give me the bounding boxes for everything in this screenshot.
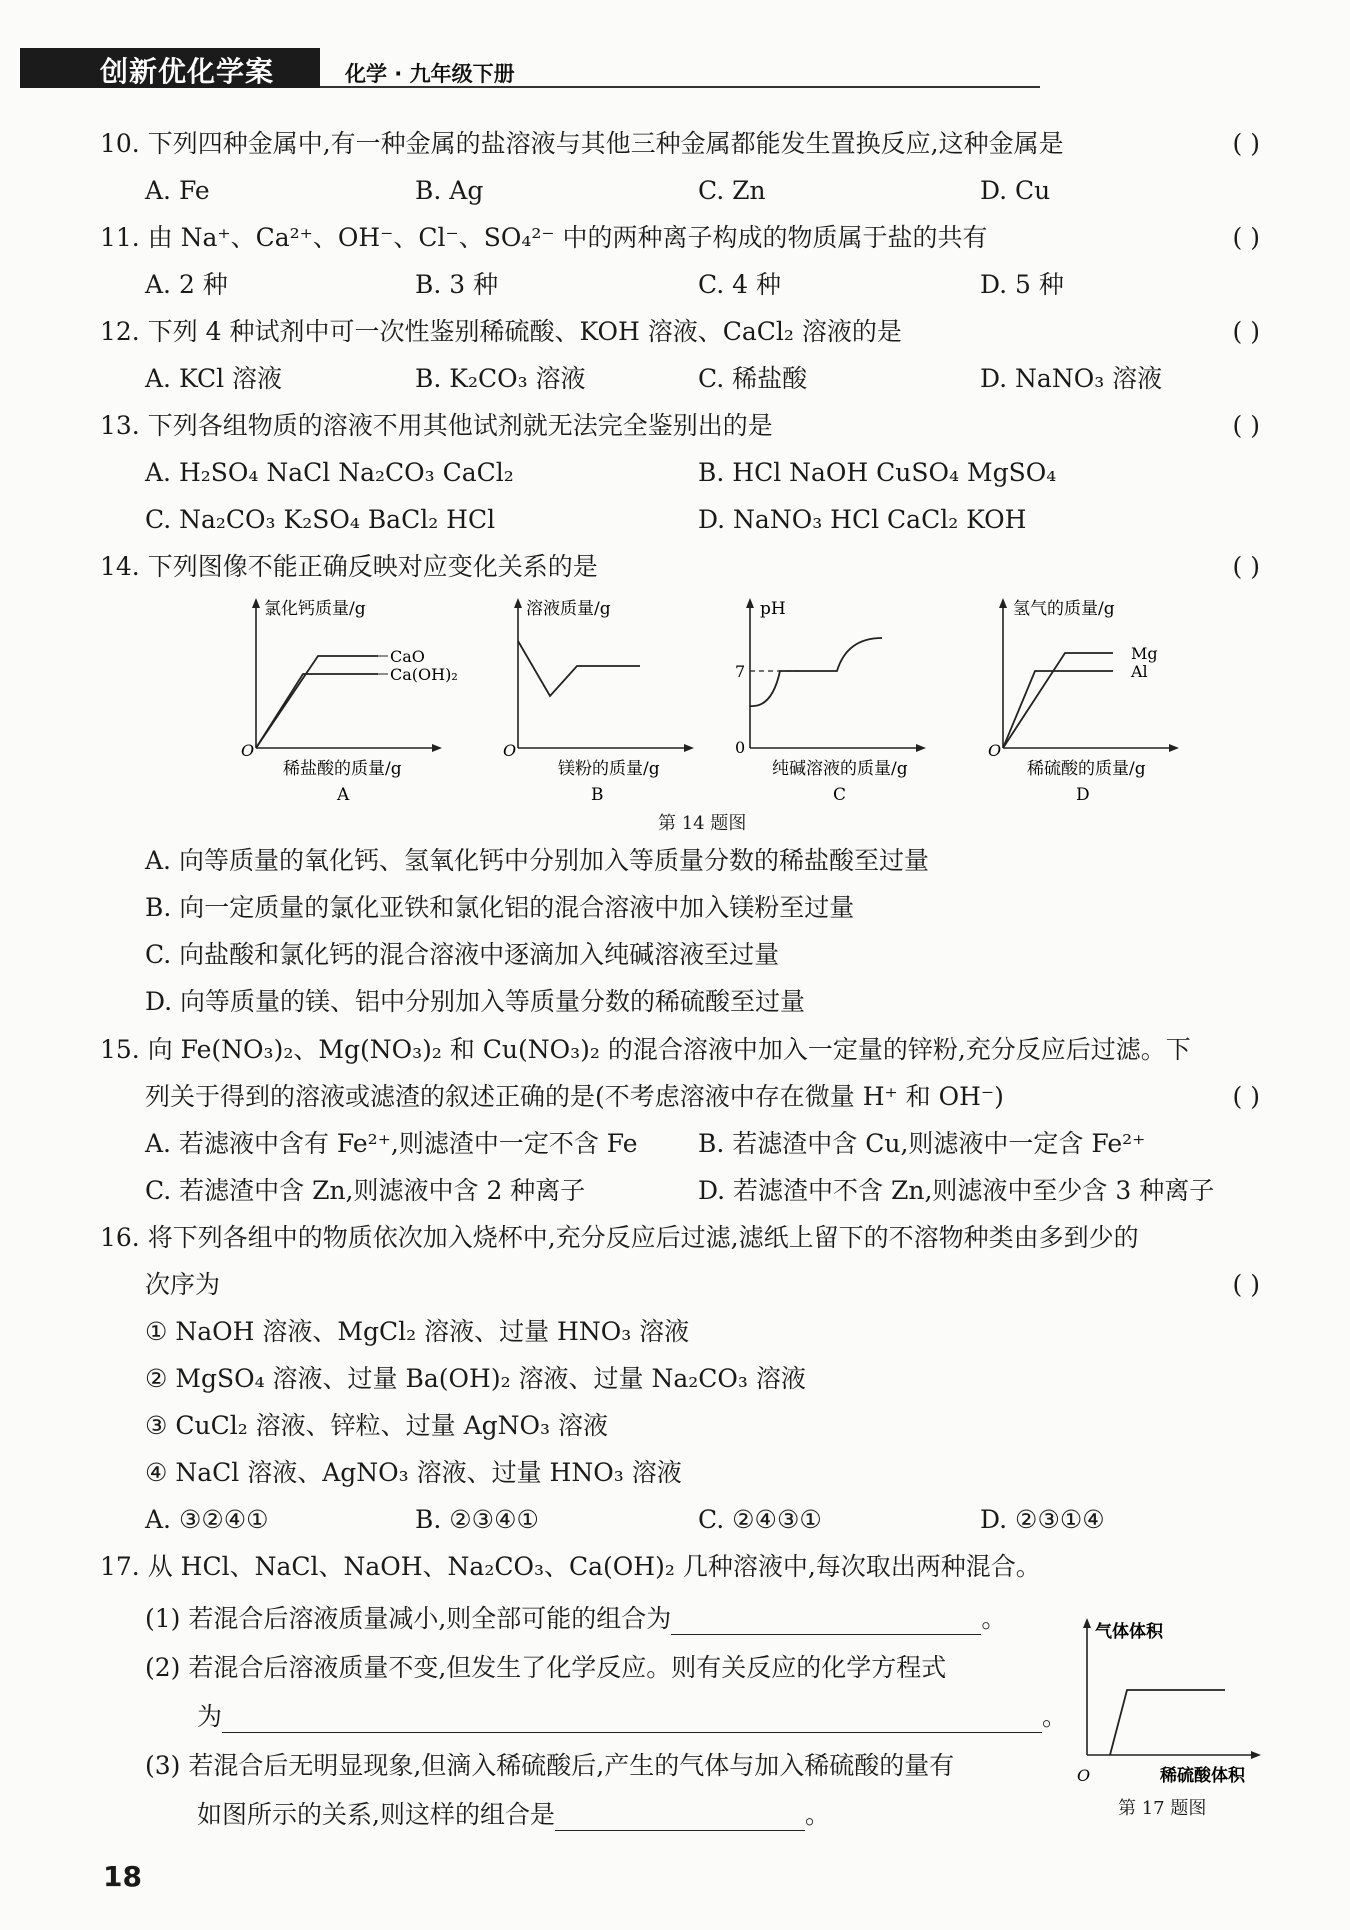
q17-part2-line2 (197, 1701, 1067, 1733)
graph-d-origin: O (988, 741, 1002, 760)
q17-part2-wei: 为 (197, 1702, 223, 1731)
q14-answer-paren: ( ) (1232, 552, 1260, 581)
q17-part3-text: 如图所示的关系,则这样的组合是 (197, 1800, 555, 1829)
graph-a-letter: A (337, 785, 350, 805)
q17-stem: 17. 从 HCl、NaCl、NaOH、Na₂CO₃、Ca(OH)₂ 几种溶液中,每次取出两种混合。 (100, 1552, 1041, 1581)
graph-a-xlabel: 稀盐酸的质量/g (283, 759, 402, 779)
q17-part1-period: 。 (981, 1604, 1007, 1633)
q14-graph-b (500, 596, 700, 815)
q10-option-a: A. Fe (145, 176, 210, 205)
q11-option-d: D. 5 种 (980, 270, 1064, 299)
q12-option-b: B. K₂CO₃ 溶液 (415, 364, 586, 393)
graph-a-label-caoh2: Ca(OH)₂ (390, 665, 458, 684)
q17-part3-line2 (197, 1799, 830, 1831)
q13-stem: 13. 下列各组物质的溶液不用其他试剂就无法完全鉴别出的是 (100, 411, 773, 440)
q10-option-b: B. Ag (415, 176, 484, 205)
q16-stem-line1: 16. 将下列各组中的物质依次加入烧杯中,充分反应后过滤,滤纸上留下的不溶物种类由多到少的 (100, 1223, 1139, 1252)
graph-c-origin: 0 (735, 738, 746, 757)
q14-graph-a (238, 596, 458, 815)
graph-d-label-mg: Mg (1131, 644, 1158, 663)
q14-option-d: D. 向等质量的镁、铝中分别加入等质量分数的稀硫酸至过量 (145, 987, 806, 1016)
q17-part1-text: (1) 若混合后溶液质量减小,则全部可能的组合为 (145, 1604, 672, 1633)
graph-a-origin: O (241, 741, 255, 760)
q17-figure-caption: 第 17 题图 (1118, 1798, 1207, 1819)
q10-option-d: D. Cu (980, 176, 1051, 205)
q17-part3-period: 。 (804, 1800, 830, 1829)
q15-option-a: A. 若滤液中含有 Fe²⁺,则滤渣中一定不含 Fe (145, 1129, 638, 1158)
q11-answer-paren: ( ) (1232, 223, 1260, 252)
q15-stem-line2: 列关于得到的溶液或滤渣的叙述正确的是(不考虑溶液中存在微量 H⁺ 和 OH⁻) (145, 1082, 1004, 1111)
q15-option-d: D. 若滤渣中不含 Zn,则滤液中至少含 3 种离子 (698, 1176, 1215, 1205)
q10-option-c: C. Zn (698, 176, 766, 205)
q15-stem-line1: 15. 向 Fe(NO₃)₂、Mg(NO₃)₂ 和 Cu(NO₃)₂ 的混合溶液中加入一定量的锌粉,充分反应后过滤。下 (100, 1035, 1191, 1064)
q16-item-4: ④ NaCl 溶液、AgNO₃ 溶液、过量 HNO₃ 溶液 (145, 1458, 682, 1487)
header-subject: 化学 · 九年级下册 (345, 62, 515, 86)
graph-c-xlabel: 纯碱溶液的质量/g (772, 759, 908, 779)
graph-d-label-al: Al (1131, 662, 1148, 681)
q17-part3-answer-blank[interactable] (555, 1804, 805, 1831)
q12-option-d: D. NaNO₃ 溶液 (980, 364, 1163, 393)
q11-stem: 11. 由 Na⁺、Ca²⁺、OH⁻、Cl⁻、SO₄²⁻ 中的两种离子构成的物质属于盐的共有 (100, 223, 988, 252)
q17-part1-answer-blank[interactable] (671, 1608, 981, 1635)
q16-item-3: ③ CuCl₂ 溶液、锌粒、过量 AgNO₃ 溶液 (145, 1411, 609, 1440)
graph-c-tick-7: 7 (735, 662, 746, 681)
q13-option-b: B. HCl NaOH CuSO₄ MgSO₄ (698, 458, 1057, 487)
graph-c-letter: C (833, 785, 847, 805)
q13-option-d: D. NaNO₃ HCl CaCl₂ KOH (698, 505, 1027, 534)
q17-part2-period: 。 (1042, 1702, 1068, 1731)
q17-part2-line1: (2) 若混合后溶液质量不变,但发生了化学反应。则有关反应的化学方程式 (145, 1653, 947, 1682)
graph-d-ylabel: 氢气的质量/g (1013, 599, 1115, 619)
q13-option-a: A. H₂SO₄ NaCl Na₂CO₃ CaCl₂ (145, 458, 514, 487)
q16-option-c: C. ②④③① (698, 1505, 822, 1534)
header-rule (320, 86, 1040, 88)
graph-d-letter: D (1076, 785, 1090, 805)
q12-answer-paren: ( ) (1232, 317, 1260, 346)
graph-d-xlabel: 稀硫酸的质量/g (1027, 759, 1146, 779)
q10-stem: 10. 下列四种金属中,有一种金属的盐溶液与其他三种金属都能发生置换反应,这种金属是 (100, 129, 1064, 158)
q11-option-c: C. 4 种 (698, 270, 781, 299)
q17-part3-line1: (3) 若混合后无明显现象,但滴入稀硫酸后,产生的气体与加入稀硫酸的量有 (145, 1751, 955, 1780)
q16-item-2: ② MgSO₄ 溶液、过量 Ba(OH)₂ 溶液、过量 Na₂CO₃ 溶液 (145, 1364, 806, 1393)
q12-option-a: A. KCl 溶液 (145, 364, 283, 393)
graph-b-letter: B (591, 785, 604, 805)
q11-option-a: A. 2 种 (145, 270, 228, 299)
q16-item-1: ① NaOH 溶液、MgCl₂ 溶液、过量 HNO₃ 溶液 (145, 1317, 690, 1346)
graph-a-ylabel: 氯化钙质量/g (264, 599, 366, 619)
q14-figure-caption: 第 14 题图 (658, 813, 747, 834)
q14-graph-c (732, 596, 942, 815)
q14-option-c: C. 向盐酸和氯化钙的混合溶液中逐滴加入纯碱溶液至过量 (145, 940, 780, 969)
q16-stem-line2: 次序为 (145, 1270, 221, 1299)
q17-graph-origin: O (1077, 1766, 1091, 1785)
q17-graph-ylabel: 气体体积 (1095, 1622, 1163, 1642)
q12-stem: 12. 下列 4 种试剂中可一次性鉴别稀硫酸、KOH 溶液、CaCl₂ 溶液的是 (100, 317, 902, 346)
q15-option-b: B. 若滤渣中含 Cu,则滤液中一定含 Fe²⁺ (698, 1129, 1146, 1158)
graph-b-xlabel: 镁粉的质量/g (558, 759, 660, 779)
graph-c-ylabel: pH (760, 599, 786, 619)
header-brand: 创新优化学案 (100, 55, 275, 88)
q15-option-c: C. 若滤渣中含 Zn,则滤液中含 2 种离子 (145, 1176, 586, 1205)
q10-answer-paren: ( ) (1232, 129, 1260, 158)
q14-option-b: B. 向一定质量的氯化亚铁和氯化铝的混合溶液中加入镁粉至过量 (145, 893, 855, 922)
q16-option-d: D. ②③①④ (980, 1505, 1105, 1534)
q15-answer-paren: ( ) (1232, 1082, 1260, 1111)
graph-b-origin: O (503, 741, 517, 760)
q16-answer-paren: ( ) (1232, 1270, 1260, 1299)
q17-part2-answer-blank[interactable] (222, 1706, 1042, 1733)
q17-graph-xlabel: 稀硫酸体积 (1160, 1766, 1245, 1786)
q14-graph-d (985, 596, 1195, 815)
q13-answer-paren: ( ) (1232, 411, 1260, 440)
q13-option-c: C. Na₂CO₃ K₂SO₄ BaCl₂ HCl (145, 505, 496, 534)
q17-graph (1075, 1615, 1275, 1789)
q17-part1 (145, 1603, 1006, 1635)
graph-a-label-cao: CaO (390, 647, 425, 666)
q11-option-b: B. 3 种 (415, 270, 499, 299)
q14-option-a: A. 向等质量的氧化钙、氢氧化钙中分别加入等质量分数的稀盐酸至过量 (145, 846, 929, 875)
q14-stem: 14. 下列图像不能正确反映对应变化关系的是 (100, 552, 598, 581)
graph-b-ylabel: 溶液质量/g (526, 599, 611, 619)
q16-option-a: A. ③②④① (145, 1505, 269, 1534)
page-number: 18 (103, 1860, 142, 1893)
q12-option-c: C. 稀盐酸 (698, 364, 808, 393)
q16-option-b: B. ②③④① (415, 1505, 539, 1534)
